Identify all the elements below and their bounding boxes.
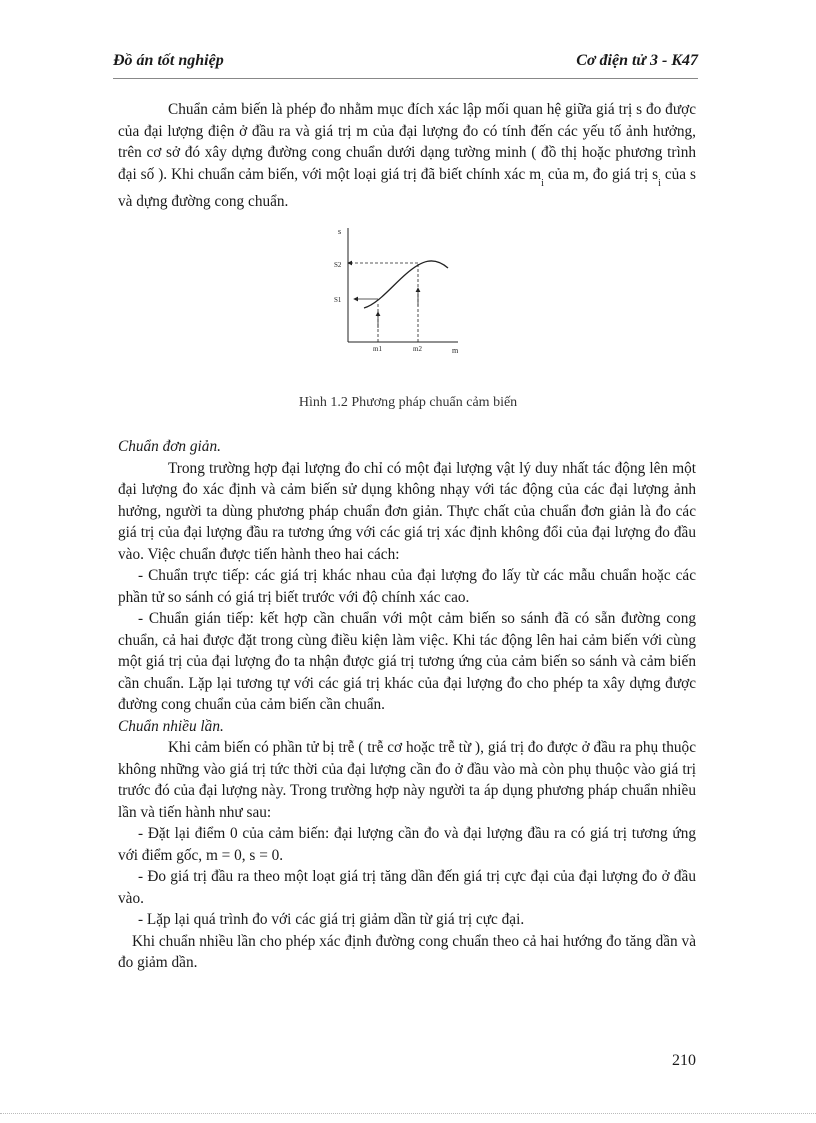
s-subscript: i	[658, 177, 661, 189]
s1-label: S1	[334, 296, 342, 304]
calibration-figure	[330, 220, 470, 360]
header-rule	[113, 78, 698, 79]
multiple-paragraph: Khi cảm biến có phần tử bị trễ ( trễ cơ hoặc trễ từ ), giá trị đo được ở đầu ra phụ thuộc không những vào giá trị tức thời của đại lượng cần đo ở đầu vào mà còn phụ thuộc vào giá trị trước đó của đại lượng này. Trong trường hợp này người ta áp dụng phương pháp chuẩn nhiều lần và tiến hành như sau:	[118, 739, 696, 821]
main-text	[118, 436, 696, 974]
reset-zero-item: - Đặt lại điểm 0 của cảm biến: đại lượng cần đo và đại lượng đầu ra có giá trị tương ứng với điểm gốc, m = 0, s = 0.	[118, 825, 696, 864]
multiple-conclusion: Khi chuẩn nhiều lần cho phép xác định đường cong chuẩn theo cả hai hướng đo tăng dần và đo giảm dần.	[118, 932, 696, 971]
header-right: Cơ điện tử 3 - K47	[576, 52, 698, 69]
intro-text: Chuẩn cảm biến là phép đo nhằm mục đích xác lập mối quan hệ giữa giá trị s đo được của đại lượng điện ở đầu ra và giá trị m của đại lượng đo có tính đến các yếu tố ảnh hưởng, trên cơ sở đó xây dựng đường cong chuẩn dưới dạng tường minh ( đồ thị hoặc phương trình đại số ). Khi chuẩn cảm biến, với một loại giá trị đã biết chính xác m	[118, 101, 696, 183]
direct-calibration-item: - Chuẩn trực tiếp: các giá trị khác nhau của đại lượng đo lấy từ các mẫu chuẩn hoặc các phần tử so sánh có giá trị biết trước với độ chính xác cao.	[118, 567, 696, 606]
s2-label: S2	[334, 261, 342, 269]
header-left: Đồ án tốt nghiệp	[113, 52, 224, 69]
section-heading-simple: Chuẩn đơn giản.	[118, 438, 221, 455]
intro-paragraph	[118, 99, 696, 213]
increasing-measure-item: - Đo giá trị đầu ra theo một loạt giá trị tăng dần đến giá trị cực đại của đại lượng đo ở đầu vào.	[118, 868, 696, 907]
simple-paragraph: Trong trường hợp đại lượng đo chỉ có một đại lượng vật lý duy nhất tác động lên một đại lượng đo xác định và cảm biến sử dụng không nhạy với tác động của các đại lượng ảnh hưởng, người ta dùng phương pháp chuẩn đơn giản. Thực chất của chuẩn đơn giản là đo các giá trị của đại lượng đầu ra tương ứng với các giá trị xác định không đổi của đại lượng đo đầu vào. Việc chuẩn được tiến hành theo hai cách:	[118, 459, 696, 563]
intro-end: của s và dựng đường cong chuẩn.	[118, 165, 696, 211]
m-subscript: i	[541, 177, 544, 189]
page-footer-rule	[0, 1113, 816, 1114]
section-heading-multiple: Chuẩn nhiều lần.	[118, 717, 224, 735]
decreasing-measure-item: - Lặp lại quá trình đo với các giá trị giảm dần từ giá trị cực đại.	[138, 911, 525, 928]
indirect-calibration-item: - Chuẩn gián tiếp: kết hợp cần chuẩn với một cảm biến so sánh đã có sẵn đường cong chuẩn, cả hai được đặt trong cùng điều kiện làm việc. Khi tác động lên hai cảm biến với cùng một giá trị của đại lượng đo ta nhận được giá trị tương ứng của cảm biến so sánh và cảm biến cần chuẩn. Lặp lại tương tự với các giá trị khác của đại lượng đo cho phép ta xây dựng được đường cong chuẩn của cảm biến cần chuẩn.	[118, 610, 696, 713]
intro-block	[118, 99, 696, 213]
calibration-curve	[364, 261, 448, 308]
figure-caption: Hình 1.2 Phương pháp chuẩn cảm biến	[298, 395, 518, 410]
intro-mid: của m, đo giá trị s	[543, 165, 659, 183]
m2-label: m2	[413, 345, 422, 353]
x-axis-label: m	[452, 346, 459, 355]
page-number: 210	[672, 1052, 696, 1069]
y-axis-label: s	[338, 227, 342, 236]
m1-label: m1	[373, 345, 382, 353]
